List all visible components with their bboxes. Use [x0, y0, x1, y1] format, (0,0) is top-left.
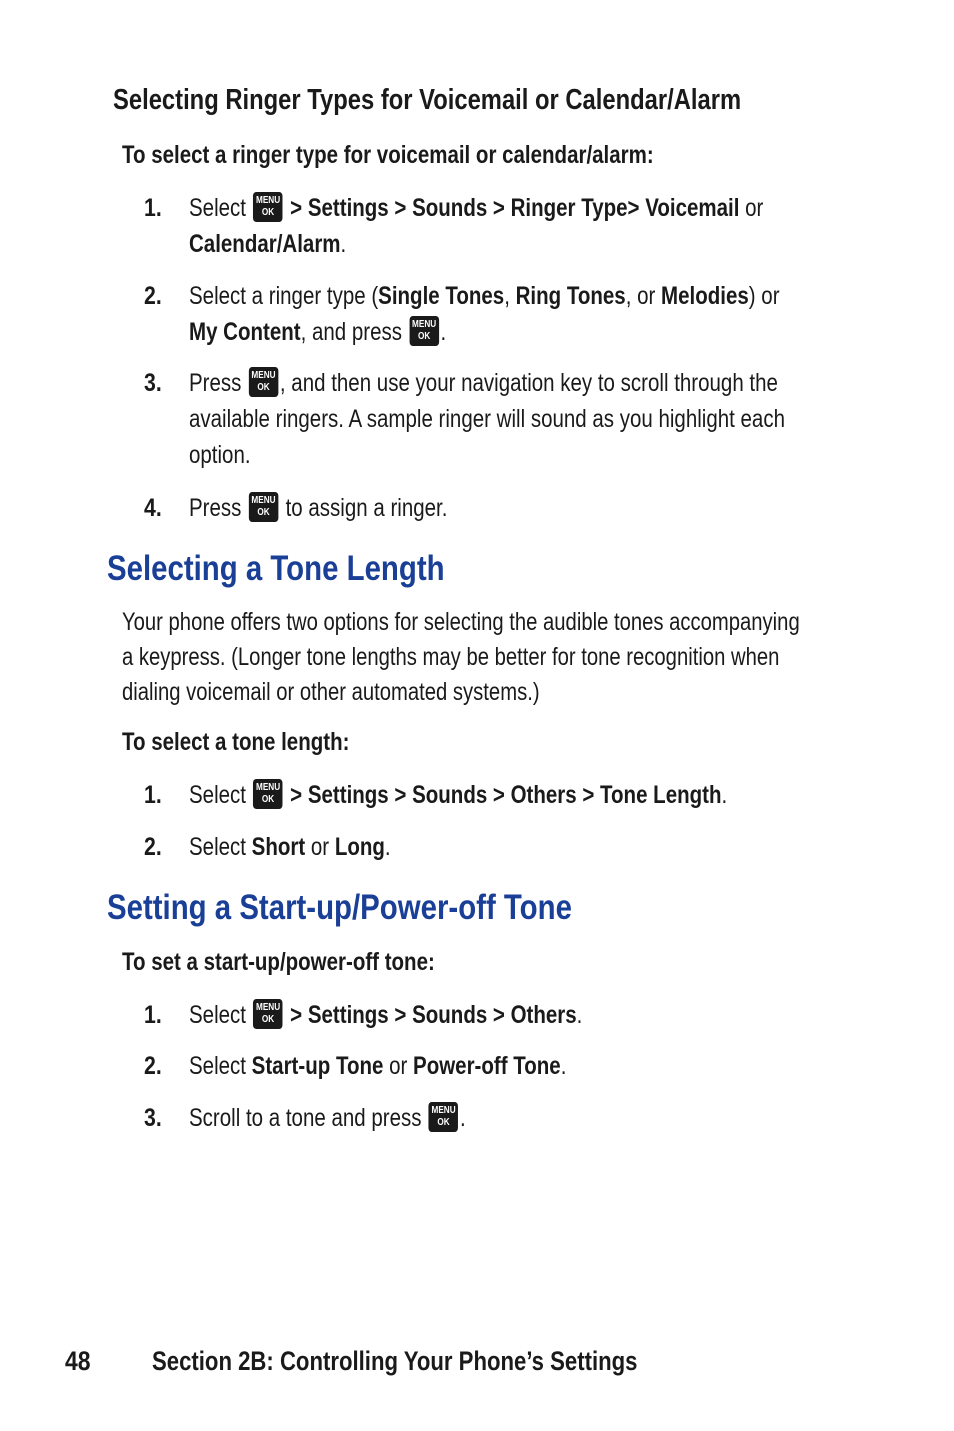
procedure-intro-startup-tone: To set a start-up/power-off tone: [122, 948, 435, 976]
step-number: 3. [144, 1104, 162, 1132]
menu-ok-key-icon [249, 492, 279, 522]
procedure-intro-tone-length: To select a tone length: [122, 728, 350, 756]
menu-ok-key-icon [249, 367, 279, 397]
step-number: 2. [144, 833, 162, 861]
step-number: 1. [144, 1001, 162, 1029]
menu-ok-key-icon [253, 779, 283, 809]
step-number: 2. [144, 1052, 162, 1080]
menu-ok-key-icon [429, 1102, 459, 1132]
tone-length-description: Your phone offers two options for selecting the audible tones accompanying a keypress. (Longer tone lengths may be better for tone recognition when dialing voicemail or other automated systems.) [122, 608, 800, 706]
menu-ok-key-icon [409, 316, 439, 346]
menu-ok-key-icon [253, 192, 283, 222]
section-heading-ringer-types: Selecting Ringer Types for Voicemail or Calendar/Alarm [113, 84, 742, 116]
section-heading-startup-tone: Setting a Start-up/Power-off Tone [107, 888, 572, 927]
menu-ok-key-icon [253, 999, 283, 1029]
section-heading-tone-length: Selecting a Tone Length [107, 549, 445, 588]
step-number: 1. [144, 194, 162, 222]
step-number: 1. [144, 781, 162, 809]
footer-section-title: Section 2B: Controlling Your Phone’s Settings [152, 1346, 638, 1376]
procedure-intro-ringer: To select a ringer type for voicemail or calendar/alarm: [122, 141, 654, 169]
page-number: 48 [65, 1346, 91, 1376]
step-number: 2. [144, 282, 162, 310]
step-number: 4. [144, 494, 162, 522]
step-number: 3. [144, 369, 162, 397]
manual-page: Selecting Ringer Types for Voicemail or Calendar/Alarm To select a ringer type for voicemail or calendar/alarm: 1. Select MENU OK > Settings > Sounds > Ringer Type> Voicemail or Calendar/Alarm. 2. Select a ringer type (Single Tones, Ring Tones, or Melodies) or My Content, and press MENU OK. 3. Press MENU OK, and then use your navigation key to scroll through the available ringers. A sample ringer will sound as you highlight each option. 4. Press MENU OK to assign a ringer. Selecting a Tone Length Your phone offers two options for selecting the audible tones accompanying a keypress. (Longer tone lengths may be better for tone recognition when dialing voicemail or other automated systems.) To select a tone length: 1. Select MENU OK > Settings > Sounds > Others > Tone Length. 2. Select Short or Long. Setting a Start-up/Power-off Tone To set a start-up/power-off tone: 1. Select MENU OK > Settings > Sounds > Others. 2. Select Start-up Tone or Power-off Tone. 3. Scroll to a tone and press MENU OK. 48 Section 2B: Controlling Your Phone’s Settings [0, 0, 954, 1431]
